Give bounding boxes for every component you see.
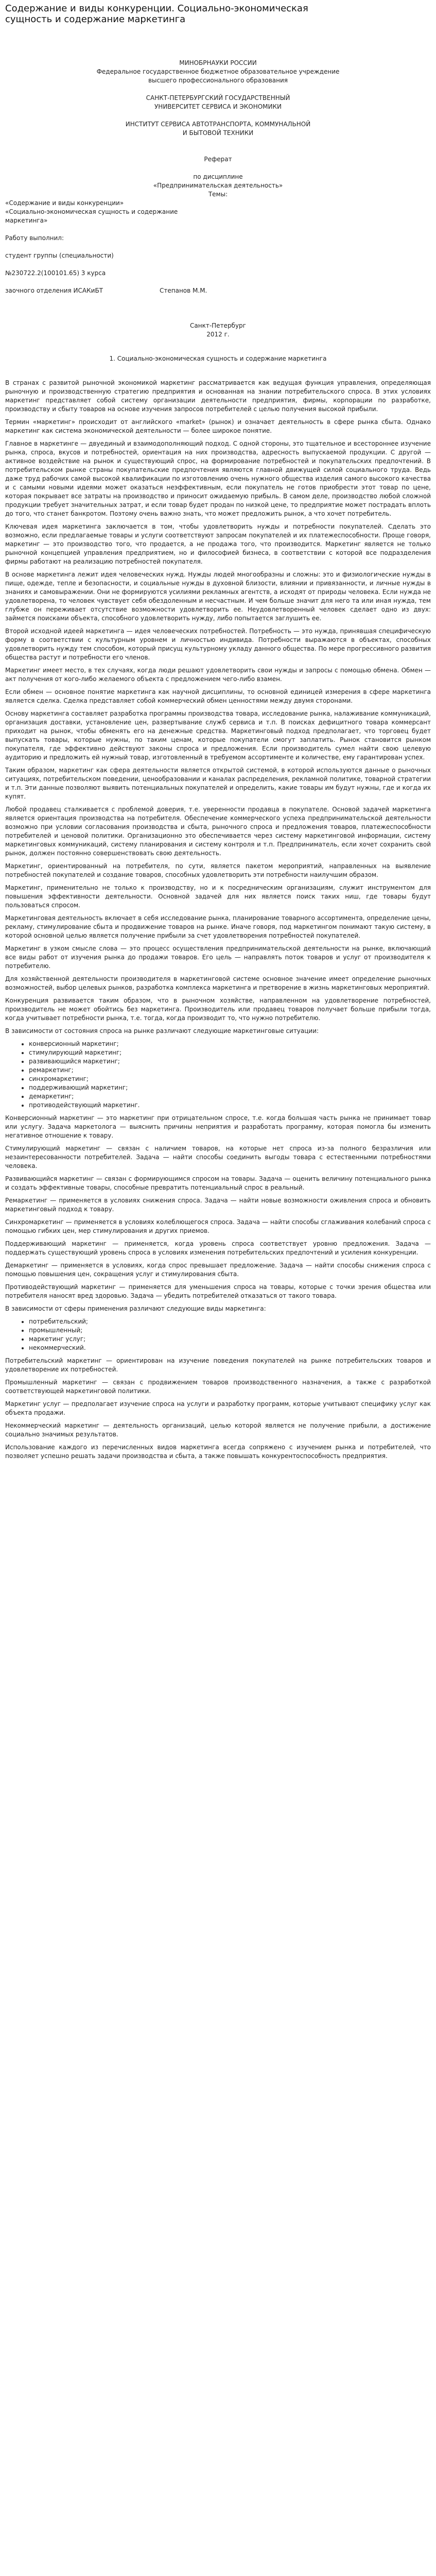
topic-1: «Содержание и виды конкуренции» [5,199,124,207]
paragraph: Развивающийся маркетинг — связан с формирующимся спросом на товары. Задача — оценить величину потенциального рынка и создать эффективные товары, способные превратить потенциальный спрос в реальный. [5,1175,431,1191]
performed-by: Работу выполнил: [5,234,64,242]
paragraph: Маркетинг, ориентированный на потребителя, по сути, является пакетом мероприятий, направленных на выявление потребностей покупателей и создание товаров, способных удовлетворить эти потребности наилучшим образом. [5,862,431,878]
paragraph: Ключевая идея маркетинга заключается в том, чтобы удовлетворить нужды и потребности покупателей. Сделать это возможно, если предлагаемые товары и услуги соответствуют запросам покупателей и их платежеспособности. Проще говоря, маркетинг — это производство того, что продается, а не продажа того, что производится. Маркетинг является не только рыночной концепцией управления предприятием, но и философией бизнеса, в соответствии с которой все подразделения фирмы работают на реализацию потребностей покупателя. [5,523,431,565]
university-line-1: САНКТ-ПЕТЕРБУРГСКИЙ ГОСУДАРСТВЕННЫЙ [146,94,290,101]
paragraph: Любой продавец сталкивается с проблемой доверия, т.е. уверенности продавца в покупателе. Основой задачей маркетинга является ориентация производства на потребителя. Обеспечение коммерческого успеха предпринимательской деятельности возможно при условии согласования производства и сбыта, рыночного спроса и предложения товаров, платежеспособности потребителей и ценовой политики. Организационно это обеспечивается через систему маркетинговой информации, систему маркетинговых коммуникаций, систему планирования и систему контроля и т.п. Предприниматель, если хочет сохранить свой рынок, должен постоянно совершенствовать свою деятельность. [5,806,431,857]
institution-line-2: высшего профессионального образования [148,77,288,84]
paragraph: Основу маркетинга составляет разработка программы производства товара, исследование рынка, налаживание коммуникаций, организация доставки, установление цен, развертывание служб сервиса и т.п. В поисках дефицитного товара коммерсант приходит на рынок, чтобы обменять его на денежные средства. Маркетинговый подход предполагает, что торговец будет выпускать товары, которые нужны, по таким ценам, которые покупатели смогут заплатить. Рынок становится рынком покупателя, где эффективно действуют законы спроса и предложения. Если производитель сумел найти свою целевую аудиторию и предложить ей нужный товар, изготовленный в требуемом ассортименте и количестве, ему гарантирован успех. [5,710,431,761]
list-item: • демаркетинг; [29,1092,431,1101]
types-body [5,1357,431,1461]
paragraph: Маркетинговая деятельность включает в себя исследование рынка, планирование товарного ассортимента, определение цены, рекламу, стимулирование сбыта и продвижение товаров на рынке. Иначе говоря, под маркетингом понимают такую систему, в которой основной целью является получение прибыли за счет удовлетворения потребностей покупателей. [5,914,431,939]
paragraph: Некоммерческий маркетинг — деятельность организаций, целью которой является не получение прибыли, а достижение социально значимых результатов. [5,1422,431,1438]
paragraph: Для хозяйственной деятельности производителя в маркетинговой системе основное значение имеет определение рыночных возможностей, выбор целевых рынков, разработка комплекса маркетинга и претворение в жизнь маркетинговых мероприятий. [5,975,431,991]
paragraph: Маркетинг в узком смысле слова — это процесс осуществления предпринимательской деятельности на рынке, включающий все виды работ от изучения рынка до продажи товаров. Его цель — направлять поток товаров и услуг от производителя к потребителю. [5,945,431,970]
list-item: • стимулирующий маркетинг; [29,1048,431,1057]
document-type: Реферат [204,156,232,163]
paragraph: Ремаркетинг — применяется в условиях снижения спроса. Задача — найти новые возможности оживления спроса и обновить маркетинговый подход к товару. [5,1197,431,1213]
list-item: • синхромаркетинг; [29,1075,431,1083]
author: Степанов М.М. [160,287,207,294]
list-item: • маркетинг услуг; [29,1335,431,1344]
paragraph: В странах с развитой рыночной экономикой маркетинг рассматривается как ведущая функция управления, определяющая рыночную и производственную стратегию предприятия и основанная на знании потребительского спроса. В этих условиях маркетинг представляет собой систему организации деятельности предприятия, фирмы, корпорации по разработке, производству и сбыту товаров на основе изучения запросов потребителей с целью получения высокой прибыли. [5,379,431,413]
paragraph: Главное в маркетинге — двуединый и взаимодополняющий подход. С одной стороны, это тщательное и всестороннее изучение рынка, спроса, вкусов и потребностей, ориентация на них производства, адресность выпускаемой продукции. С другой — активное воздействие на рынок и существующий спрос, на формирование потребностей и покупательских предпочтений. В потребительском рынке страны покупательские предпочтения являются главной движущей силой социального труда. Ведь даже труд рабочих самой высокой квалификации по изготовлению очень нужного общества изделия самого высокого качества и с самыми новыми идеями может оказаться неэффективным, если покупатель не готов приобрести этот товар по цене, которая покрывает все затраты на производство и приносит ожидаемую прибыль. В самом деле, производство любой сложной продукции требует значительных затрат, и если товар будет продан по низкой цене, то предприятие может пострадать вплоть до того, что станет банкротом. Поэтому очень важно знать, что может предложить рынок, а что хочет потребитель. [5,440,431,517]
group-number: №230722.2(100101.65) 3 курса [5,269,106,277]
ministry: МИНОБРНАУКИ РОССИИ [179,59,257,66]
types-intro: В зависимости от сферы применения различают следующие виды маркетинга: [5,1305,266,1312]
scenarios-body [5,1114,431,1300]
list-item: • потребительский; [29,1317,431,1326]
institution-line-1: Федеральное государственное бюджетное образовательное учреждение [96,68,340,75]
marketing-types-list [5,1317,431,1352]
paragraph: Маркетинг услуг — предполагает изучение спроса на услуги и разработку программ, которые учитывают специфику услуг как объекта продажи. [5,1400,431,1416]
topic-2: «Социально-экономическая сущность и содержание [5,208,178,215]
paragraph: Синхромаркетинг — применяется в условиях колеблющегося спроса. Задача — найти способы сглаживания колебаний спроса с помощью гибких цен, мер стимулирования и других приемов. [5,1218,431,1234]
institute-line-1: ИНСТИТУТ СЕРВИСА АВТОТРАНСПОРТА, КОММУНАЛЬНОЙ [125,121,311,128]
list-item: • конверсионный маркетинг; [29,1040,431,1048]
paragraph: Термин «маркетинг» происходит от английского «market» (рынок) и означает деятельность в сфере рынка сбыта. Однако маркетинг как система экономической деятельности — более широкое понятие. [5,418,431,434]
paragraph: Стимулирующий маркетинг — связан с наличием товаров, на которые нет спроса из-за полного безразличия или незаинтересованности потребителей. Задача — найти способы соединить выгоды товара с естественными потребностями человека. [5,1145,431,1170]
paragraph: Противодействующий маркетинг — применяется для уменьшения спроса на товары, которые с точки зрения общества или потребителя наносят вред здоровью. Задача — убедить потребителей отказаться от такого товара. [5,1283,431,1299]
paragraph: Использование каждого из перечисленных видов маркетинга всегда сопряжено с изучением рынка и потребителей, что позволяет успешно решать задачи производства и сбыта, а также повышать конкурентоспособность предприятия. [5,1444,431,1460]
paragraph: Если обмен — основное понятие маркетинга как научной дисциплины, то основной единицей измерения в сфере маркетинга является сделка. Сделка представляет собой коммерческий обмен ценностями между двумя сторонами. [5,688,431,704]
institute-line-2: И БЫТОВОЙ ТЕХНИКИ [182,129,254,137]
section-body [5,379,431,1023]
paragraph: Маркетинг имеет место, в тех случаях, когда люди решают удовлетворить свои нужды и запросы с помощью обмена. Обмен — акт получения от кого-либо желаемого объекта с предложением чего-либо взамен. [5,667,431,683]
department: заочного отделения ИСАКиБТ [5,287,103,294]
topic-3: маркетинга» [5,217,48,224]
list-item: • некоммерческий. [29,1344,431,1352]
section-title: 1. Социально-экономическая сущность и содержание маркетинга [109,355,327,362]
paragraph: Промышленный маркетинг — связан с продвижением товаров производственного назначения, а также с разработкой соответствующей маркетинговой политики. [5,1379,431,1395]
page-title: Содержание и виды конкуренции. Социально-экономическая сущность и содержание маркетинга [5,3,308,25]
paragraph: Маркетинг, применительно не только к производству, но и к посредническим организациям, служит инструментом для повышения эффективности деятельности. Основной задачей для них является поиск таких ниш, где товары будут пользоваться спросом. [5,884,431,909]
paragraph: Таким образом, маркетинг как сфера деятельности является открытой системой, в которой используются данные о рыночных ситуациях, потребительском поведении, ценообразовании и каналах распределения, рекламной политике, товарной стратегии и т.п. Эти данные позволяют выявить потенциальных покупателей и определить, какие товары им будут нужны, где и когда их купят. [5,767,431,800]
list-item: • ремаркетинг; [29,1066,431,1075]
paragraph: Демаркетинг — применяется в условиях, когда спрос превышает предложение. Задача — найти способы снижения спроса с помощью повышения цен, сокращения услуг и стимулирования сбыта. [5,1262,431,1278]
city: Санкт-Петербург [190,322,246,329]
discipline-label: по дисциплине [193,173,243,180]
university-line-2: УНИВЕРСИТЕТ СЕРВИСА И ЭКОНОМИКИ [154,103,282,110]
title-page [5,59,431,339]
paragraph: Конкуренция развивается таким образом, что в рыночном хозяйстве, направленном на удовлетворение потребностей, производитель не может обойтись без маркетинга. Производитель или продавец товаров получает больше прибыли тогда, когда учитывает потребности рынка, т.е. тогда, когда производит то, что нужно потребителю. [5,997,431,1022]
scenarios-intro: В зависимости от состояния спроса на рынке различают следующие маркетинговые ситуации: [5,1027,319,1035]
list-item: • развивающийся маркетинг; [29,1057,431,1066]
list-item: • промышленный; [29,1326,431,1335]
marketing-scenarios-list [5,1040,431,1110]
discipline: «Предпринимательская деятельность» [153,182,283,189]
topics-label: Темы: [208,191,228,198]
student-of: студент группы (специальности) [5,252,114,259]
paragraph: В основе маркетинга лежит идея человеческих нужд. Нужды людей многообразны и сложны: это и физиологические нужды в пище, одежде, тепле и безопасности, и социальные нужды в духовной близости, влиянии и привязанности, и личные нужды в знаниях и самовыражении. Они не формируются усилиями рекламных агентств, а исходят от природы человека. Если нужда не удовлетворена, то человек чувствует себя обездоленным и несчастным. И чем больше значит для него та или иная нужда, тем глубже он переживает отсутствие возможности удовлетворить ее. Неудовлетворенный человек сделает одно из двух: займется поисками объекта, способного удовлетворить нужду, либо попытается заглушить ее. [5,571,431,622]
year: 2012 г. [206,331,230,338]
paragraph: Конверсионный маркетинг — это маркетинг при отрицательном спросе, т.е. когда большая часть рынка не принимает товар или услугу. Задача маркетолога — выяснить причины неприятия и разработать программу, которая помогла бы изменить негативное отношение к товару. [5,1114,431,1139]
paragraph: Потребительский маркетинг — ориентирован на изучение поведения покупателей на рынке потребительских товаров и удовлетворение их потребностей. [5,1357,431,1373]
list-item: • поддерживающий маркетинг; [29,1083,431,1092]
list-item: • противодействующий маркетинг. [29,1101,431,1110]
paragraph: Второй исходной идеей маркетинга — идея человеческих потребностей. Потребность — это нужда, принявшая специфическую форму в соответствии с культурным уровнем и личностью индивида. Потребности выражаются в объектах, способных удовлетворить нужду тем способом, который присущ культурному укладу данного общества. По мере прогрессивного развития общества растут и потребности его членов. [5,628,431,661]
paragraph: Поддерживающий маркетинг — применяется, когда уровень спроса соответствует уровню предложения. Задача — поддержать существующий уровень спроса в условиях изменения потребительских предпочтений и усиления конкуренции. [5,1240,431,1256]
